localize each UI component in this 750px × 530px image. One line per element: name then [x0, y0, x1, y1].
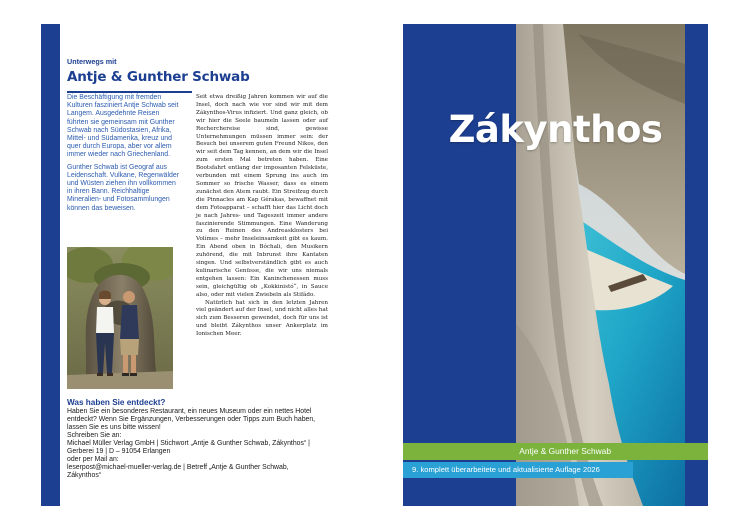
authors-heading: Antje & Gunther Schwab	[67, 69, 250, 85]
story-paragraph: Natürlich hat sich in den letzten Jahren viel geändert auf der Insel, und nicht alles hat sich zum Besseren gewendet, doch für uns ist und bleibt Zákynthos unser Ankerplatz im Ionischen Meer.	[196, 299, 328, 338]
cover-title: Zákynthos	[448, 108, 663, 151]
story-paragraph: Seit etwa dreißig Jahren kommen wir auf die Insel, doch nach wie vor sind wir mit dem Zákynthos-Virus infiziert. Und ganz gleich, ob wir hier die Seele baumeln lassen oder auf Recherchereise sind, gewisse Unternehmungen müssen immer sein: der Besuch bei unserem guten Freund Nikos, den wir seit dem Tag kennen, an dem wir die Insel zum ersten Mal betreten haben. Eine Bootsfahrt entlang der imposanten Felsküste, verbunden mit einem Sprung ins auch im Sommer so frische Wasser, dass es einem zunächst den Atem raubt. Ein Streifzug durch die Pinnacles am Kap Gérakas, bewaffnet mit dem Fotoapparat – schafft hier das Licht doch je nach Jahres- und Tageszeit immer andere faszinierende Stimmungen. Eine Wanderung zu den Ruinen des Andreasklosters bei Volímes – mehr Inseleinsamkeit gibt es kaum. Ein Abend oben in Bóchali, den Musikern zuhörend, die mit Inbrunst ihre Kantaten singen. Und selbstverständlich gibt es auch kulinarische Genüsse, die wir uns niemals entgehen lassen: Ein Kaninchenessen muss sein, gleichgültig ob „Kokkinistó“, in Sauce also, oder mit vielen Zwiebeln als Stifádo.	[196, 94, 328, 298]
bio-paragraph: Gunther Schwab ist Geograf aus Leidenschaft. Vulkane, Regenwälder und Wüsten ziehen ihn vollkommen in ihren Bann. Reichhaltige Mineralien- und Fotosammlungen können das beweisen.	[67, 163, 179, 212]
feedback-line: entdeckt? Wenn Sie Ergänzungen, Verbesserungen oder Tipps zum Buch haben,	[67, 416, 316, 423]
cover-edition-text: 9. komplett überarbeitete und aktualisierte Auflage 2026	[412, 465, 600, 474]
feedback-line: lassen Sie es uns bitte wissen!	[67, 424, 161, 431]
cover-edition-band	[403, 462, 633, 478]
publisher-address-line: Michael Müller Verlag GmbH | Stichwort „Antje & Gunther Schwab, Zákynthos“ |	[67, 440, 310, 447]
author-bio	[67, 94, 180, 217]
feedback-line: oder per Mail an:	[67, 456, 119, 463]
front-cover-page	[403, 24, 708, 506]
eyebrow-text: Unterwegs mit	[67, 57, 117, 66]
cover-author-name: Antje & Gunther Schwab	[519, 446, 611, 456]
feedback-email-line: leserpost@michael-mueller-verlag.de | Betreff „Antje & Gunther Schwab,	[67, 464, 289, 471]
feedback-line: Haben Sie ein besonderes Restaurant, ein neues Museum oder ein nettes Hotel	[67, 408, 312, 415]
author-header	[67, 57, 347, 85]
feedback-line: Schreiben Sie an:	[67, 432, 122, 439]
authors-photo-image	[67, 247, 173, 389]
bio-paragraph: Die Beschäftigung mit fremden Kulturen fasziniert Antje Schwab seit Langem. Ausgedehnte Reisen führten sie gemeinsam mit Gunther Schwab nach Südostasien, Afrika, Mittel- und Südamerika, kreuz und quer durch Europa, aber vor allem immer wieder nach Griechenland.	[67, 94, 179, 159]
publisher-address-line: Gerberei 19 | D – 91054 Erlangen	[67, 448, 171, 455]
authors-photo	[67, 247, 173, 389]
header-divider	[67, 91, 192, 93]
author-story	[196, 94, 328, 339]
cover-author-band	[403, 443, 708, 460]
back-cover-spine-strip	[41, 24, 60, 506]
back-cover-page	[41, 24, 357, 506]
feedback-line: Zákynthos“	[67, 472, 102, 479]
reader-feedback-box	[67, 399, 347, 480]
feedback-heading: Was haben Sie entdeckt?	[67, 398, 166, 407]
cover-photo-navagio-bay	[403, 24, 708, 506]
